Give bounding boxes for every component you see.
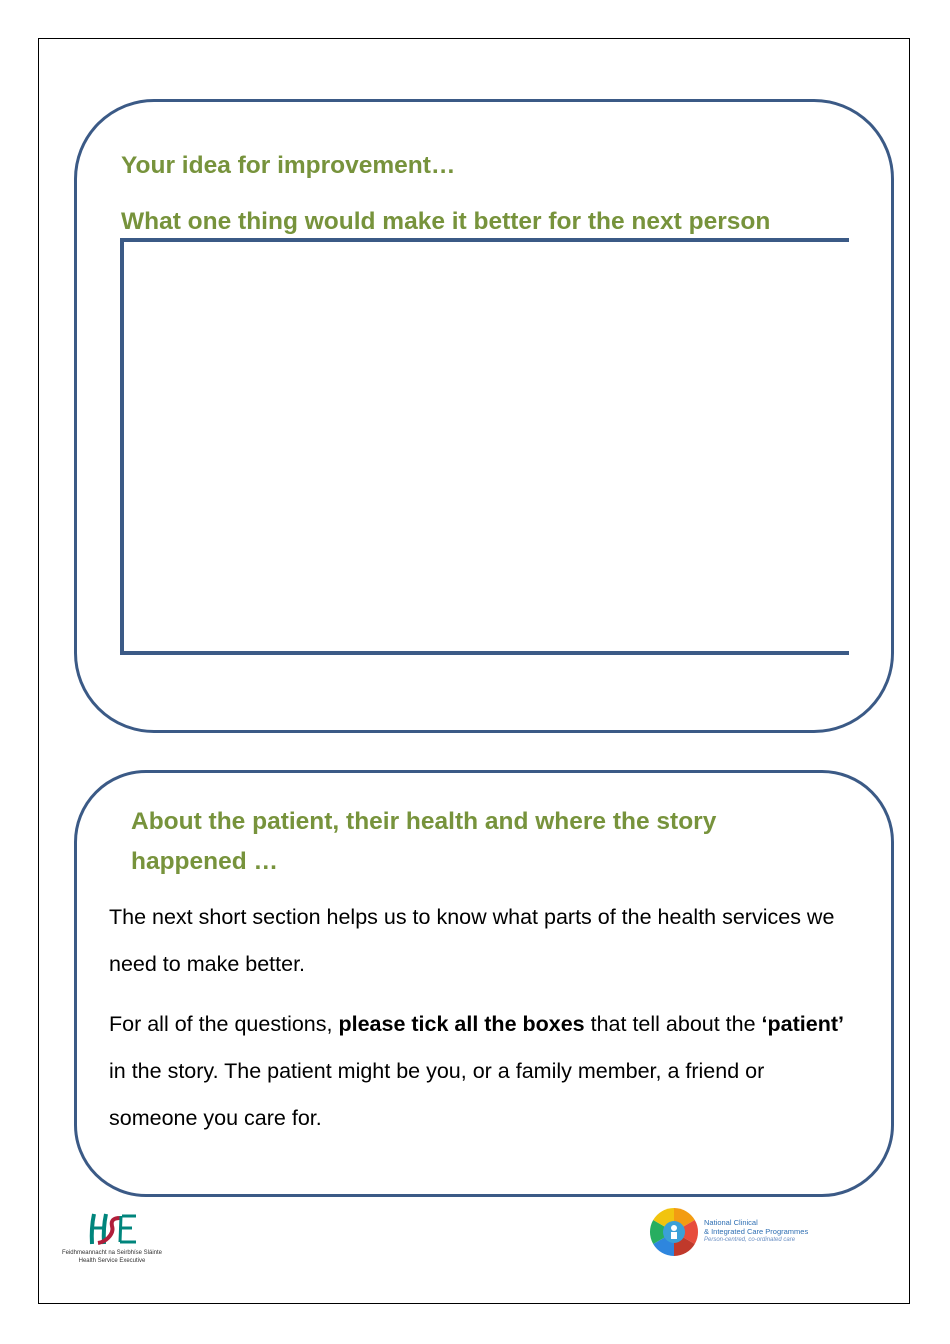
hse-caption-irish: Feidhmeannacht na Seirbhíse Sláinte xyxy=(61,1250,163,1256)
hse-caption xyxy=(58,1249,166,1265)
ncip-line1: National Clinical xyxy=(704,1218,758,1227)
ncip-tagline: Person-centred, co-ordinated care xyxy=(704,1237,796,1243)
improvement-question: What one thing would make it better for the next person xyxy=(121,208,771,235)
instruction-middle: that tell about the xyxy=(584,1012,762,1036)
instruction-suffix: in the story. The patient might be you, or a family member, a friend or someone you care for. xyxy=(109,1059,765,1130)
hse-caption-english: Health Service Executive xyxy=(78,1258,146,1264)
improvement-heading: Your idea for improvement… xyxy=(121,152,456,179)
instruction-bold: please tick all the boxes xyxy=(338,1012,585,1036)
improvement-answer-box[interactable] xyxy=(120,238,849,655)
about-instruction xyxy=(109,1001,849,1142)
instruction-prefix: For all of the questions, xyxy=(109,1012,339,1036)
ncip-line2: & Integrated Care Programmes xyxy=(704,1227,809,1236)
ncip-logo xyxy=(648,1206,700,1258)
about-intro: The next short section helps us to know what parts of the health services we need to make better. xyxy=(109,905,835,976)
hse-logo-mark xyxy=(92,1214,136,1244)
instruction-patient: ‘patient’ xyxy=(761,1012,844,1036)
ncip-text xyxy=(704,1218,808,1245)
about-heading: About the patient, their health and where the story happened … xyxy=(131,808,717,875)
